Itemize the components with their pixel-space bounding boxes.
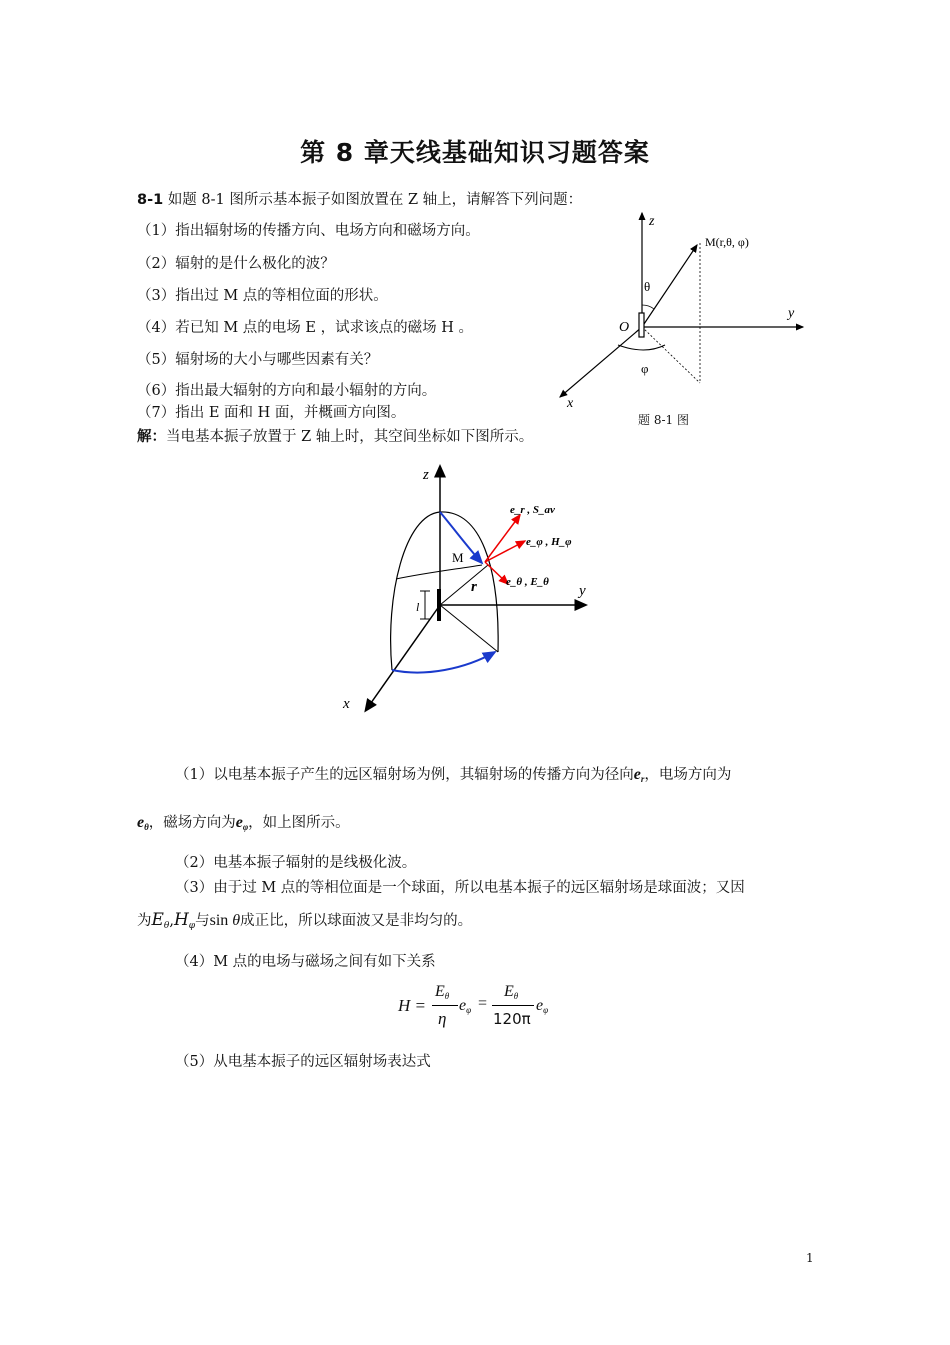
symbol-sin-theta: sin θ: [209, 912, 241, 929]
symbol-H-phi: $H_\varphi$: [173, 910, 196, 931]
problem-intro-text: 如题 8-1 图所示基本振子如图放置在 Z 轴上，请解答下列问题：: [167, 192, 583, 208]
question-2: （2）辐射的是什么极化的波？: [137, 256, 335, 272]
eq-fraction-bar2: [492, 1005, 534, 1006]
fig1-theta-label: θ: [644, 279, 651, 294]
vector-er: [485, 515, 520, 562]
eq-num1: $E_\theta$: [435, 983, 450, 1001]
page-number: 1: [806, 1251, 814, 1265]
fig1-z-label: z: [649, 214, 655, 229]
projection-line-base: [642, 327, 700, 383]
r-vector: [642, 245, 697, 327]
problem-intro: [137, 190, 582, 210]
question-7: （7）指出 E 面和 H 面，并概画方向图。: [137, 405, 406, 421]
eq-ephi2: $e_\varphi$: [536, 997, 549, 1015]
eq-equals: =: [478, 995, 488, 1012]
figure-8-1-caption: 题 8-1 图: [638, 413, 689, 427]
figure-8-1: [545, 205, 815, 435]
r-line: [440, 565, 488, 605]
question-1: （1）指出辐射场的传播方向、电场方向和磁场方向。: [137, 223, 480, 239]
solution-label: 解：: [137, 429, 166, 445]
fig1-y-label: y: [788, 306, 795, 321]
fig1-x-label: x: [567, 396, 574, 411]
fig2-z-label: z: [423, 467, 429, 483]
answer-3-line2: 为$E_\theta,H_\varphi$与sin θ成正比，所以球面波又是非均匀的。: [137, 910, 473, 931]
question-4: （4）若已知 M 点的电场 E ，试求该点的磁场 H 。: [137, 320, 473, 336]
answer-3-text-a: 为: [137, 913, 152, 929]
eq-num2: $E_\theta$: [504, 983, 519, 1001]
fig2-x-label: x: [343, 696, 350, 712]
solution-text: 当电基本振子放置于 Z 轴上时，其空间坐标如下图所示。: [166, 429, 534, 445]
answer-1-line2: [137, 811, 350, 832]
fig1-origin-label: O: [619, 320, 630, 335]
solution-line: [137, 427, 533, 447]
fig1-phi-label: φ: [641, 361, 649, 376]
vector-ephi: [485, 541, 525, 562]
answer-1-text-a: （1）以电基本振子产生的远区辐射场为例，其辐射场的传播方向为径向: [175, 767, 634, 783]
answer-3-line1: （3）由于过 M 点的等相位面是一个球面，所以电基本振子的远区辐射场是球面波；又因: [175, 880, 745, 896]
dipole-icon: [437, 589, 441, 621]
symbol-e-theta: $e_\theta$: [137, 814, 149, 832]
fig2-y-label: y: [579, 583, 586, 599]
eq-den1: η: [438, 1009, 447, 1028]
fig2-vec3-label: e_θ , E_θ: [506, 576, 549, 588]
fig1-point-label: M(r,θ, φ): [705, 235, 749, 249]
answer-3-text-b: 与: [195, 913, 210, 929]
answer-4: （4）M 点的电场与磁场之间有如下关系: [175, 954, 436, 970]
symbol-e-r: $e_r$: [633, 766, 645, 784]
answer-1-text-d: ，如上图所示。: [248, 815, 350, 831]
fig2-l-label: l: [416, 600, 420, 614]
question-5: （5）辐射场的大小与哪些因素有关？: [137, 352, 379, 368]
problem-number: 8-1: [137, 192, 164, 208]
sphere-parallel: [396, 565, 482, 579]
projection-line: [440, 605, 498, 652]
fig2-m-label: M: [452, 550, 464, 565]
phi-arc: [618, 345, 665, 350]
answer-2: （2）电基本振子辐射的是线极化波。: [175, 855, 417, 871]
eq-den2: 120π: [493, 1010, 531, 1028]
question-3: （3）指出过 M 点的等相位面的形状。: [137, 288, 388, 304]
page-title: 第 8 章天线基础知识习题答案: [300, 138, 650, 167]
symbol-e-phi: $e_\varphi$: [235, 814, 249, 832]
sphere-outline-right: [440, 512, 498, 652]
answer-1-line1: [175, 763, 731, 784]
answer-1-text-c: ，磁场方向为: [148, 815, 236, 831]
symbol-E-theta: $E_\theta$: [151, 910, 170, 931]
eq-ephi1: $e_\varphi$: [459, 997, 472, 1015]
sphere-outline-left: [391, 512, 440, 670]
answer-3-text-c: 成正比，所以球面波又是非均匀的。: [240, 913, 473, 929]
answer-5: （5）从电基本振子的远区辐射场表达式: [175, 1054, 431, 1070]
eq-fraction-bar1: [432, 1005, 458, 1006]
equation-h: [398, 983, 568, 1031]
vector-etheta: [485, 562, 508, 584]
figure-field-vectors: [330, 455, 620, 720]
question-6: （6）指出最大辐射的方向和最小辐射的方向。: [137, 383, 437, 399]
fig2-r-label: r: [471, 579, 477, 595]
dipole-icon: [639, 313, 644, 337]
x-axis: [366, 605, 440, 710]
fig2-vec2-label: e_φ , H_φ: [526, 536, 572, 548]
eq-lhs: H =: [398, 996, 426, 1015]
theta-arc: [642, 305, 654, 309]
phi-arc: [392, 652, 495, 673]
answer-1-text-b: ，电场方向为: [644, 767, 732, 783]
fig2-vec1-label: e_r , S_av: [510, 504, 555, 516]
x-axis: [560, 327, 642, 397]
